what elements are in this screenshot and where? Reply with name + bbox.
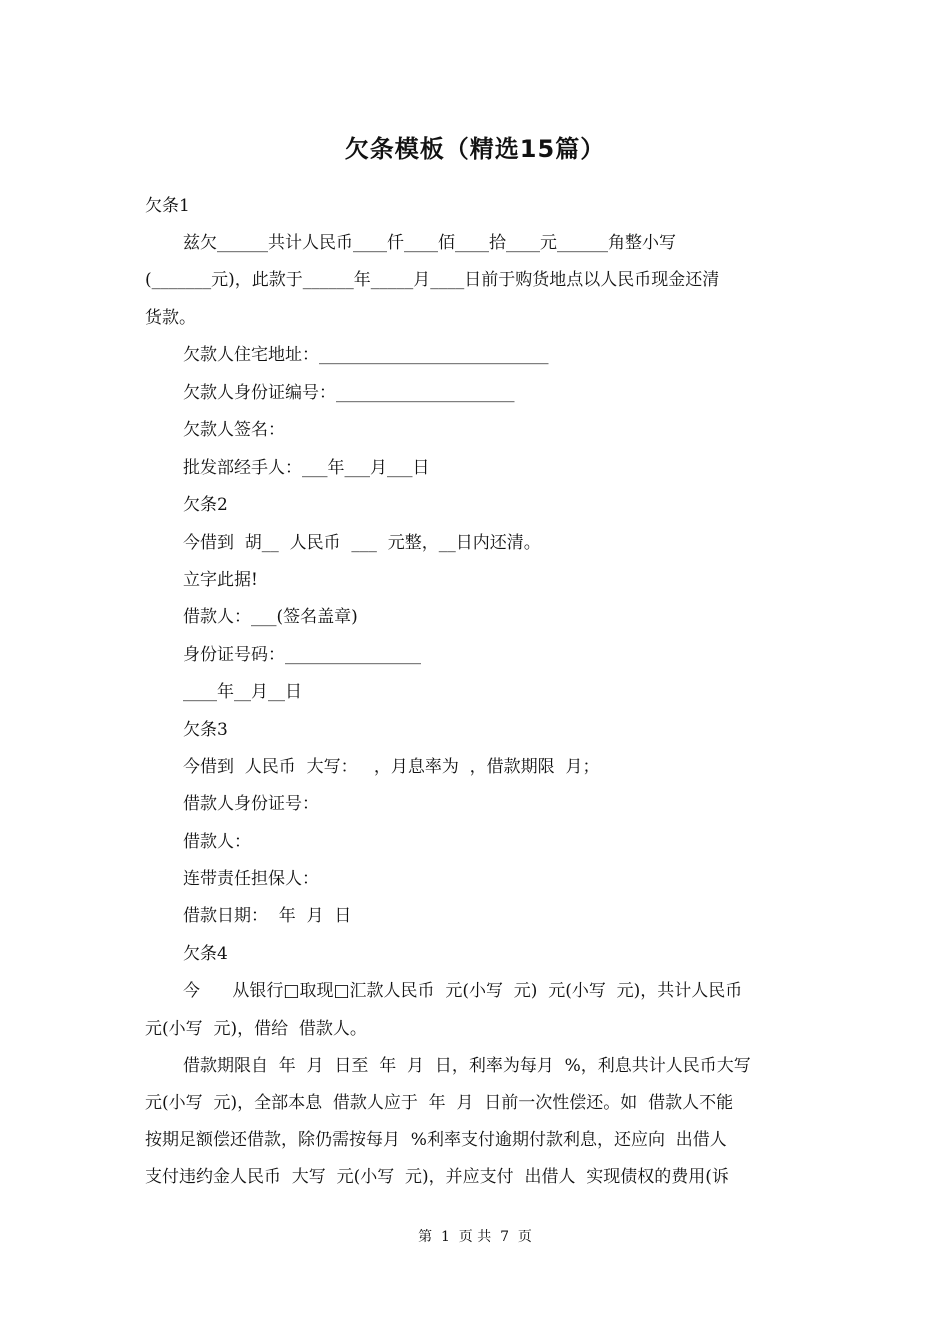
paragraph-line: 身份证号码：________________ (183, 645, 421, 665)
paragraph-line: 立字此据! (183, 570, 258, 590)
paragraph-line: 按期足额偿还借款，除仍需按每月 %利率支付逾期付款利息，还应向 出借人 (145, 1130, 727, 1150)
paragraph-line: 批发部经手人：___年___月___日 (183, 458, 430, 478)
paragraph-line: 货款。 (145, 308, 196, 328)
paragraph-line: 借款人身份证号： (183, 794, 319, 814)
paragraph-line: 借款人：___(签名盖章) (183, 607, 358, 627)
paragraph-line: 欠款人签名： (183, 420, 285, 440)
paragraph-line: ____年__月__日 (183, 682, 302, 702)
section-heading-4: 欠条4 (183, 944, 228, 964)
section-heading-2: 欠条2 (183, 495, 228, 515)
paragraph-line: 欠款人住宅地址：___________________________ (183, 345, 549, 365)
paragraph-line: 借款日期： 年 月 日 (183, 906, 352, 926)
paragraph-line: 今借到 胡__ 人民币 ___ 元整，__日内还清。 (183, 533, 541, 553)
paragraph-line: 兹欠______共计人民币____仟____佰____拾____元______角整小写 (183, 233, 676, 253)
document-title: 欠条模板（精选15篇） (344, 135, 606, 163)
section-heading-3: 欠条3 (183, 720, 228, 740)
paragraph-line: 今 从银行□取现□汇款人民币 元(小写 元) 元(小写 元)，共计人民币 (183, 981, 743, 1001)
paragraph-line: 欠款人身份证编号：_____________________ (183, 383, 515, 403)
paragraph-line: (_______元)，此款于______年_____月____日前于购货地点以人民币现金还清 (145, 270, 720, 290)
paragraph-line: 今借到 人民币 大写： ，月息率为 ，借款期限 月； (183, 757, 600, 777)
paragraph-line: 连带责任担保人： (183, 869, 319, 889)
page-footer: 第 1 页 共 7 页 (418, 1229, 532, 1245)
paragraph-line: 借款期限自 年 月 日至 年 月 日，利率为每月 %，利息共计人民币大写 (183, 1056, 751, 1076)
paragraph-line: 支付违约金人民币 大写 元(小写 元)，并应支付 出借人 实现债权的费用(诉 (145, 1167, 729, 1187)
paragraph-line: 借款人： (183, 832, 251, 852)
section-heading-1: 欠条1 (145, 196, 190, 216)
paragraph-line: 元(小写 元)，借给 借款人。 (145, 1019, 367, 1039)
paragraph-line: 元(小写 元)，全部本息 借款人应于 年 月 日前一次性偿还。如 借款人不能 (145, 1093, 734, 1113)
